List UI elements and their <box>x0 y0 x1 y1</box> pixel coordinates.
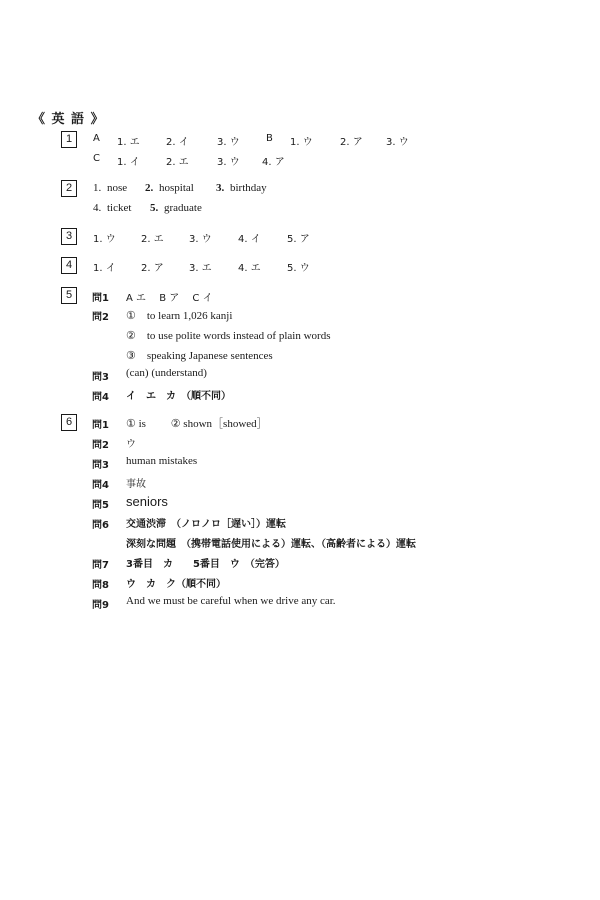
s1-b1: 1. ウ <box>290 137 313 148</box>
s5-q2-line2: ② to use polite words instead of plain words <box>126 330 331 342</box>
s6-q8-label: 問8 <box>92 580 109 591</box>
s2-n5: 5. <box>150 202 159 214</box>
s6-q8-answer: ウ カ ク（順不同） <box>126 579 226 590</box>
s6-q1-label: 問1 <box>92 420 109 431</box>
s5-q4-label: 問4 <box>92 392 109 403</box>
s6-q9-label: 問9 <box>92 600 109 611</box>
s2-n1: 1. <box>93 182 102 194</box>
s6-q5-label: 問5 <box>92 500 109 511</box>
s2-a3: birthday <box>230 182 267 194</box>
s4-3: 3. エ <box>189 263 212 274</box>
s3-2: 2. エ <box>141 234 164 245</box>
s6-q6-line1: 交通渋滞 （ノロノロ［遅い］）運転 <box>126 519 286 530</box>
s5-q1-answer: A エ B ア C イ <box>126 293 213 304</box>
s5-q3-label: 問3 <box>92 372 109 383</box>
section-number-3: 3 <box>61 228 77 245</box>
s1-a-label: A <box>93 133 100 144</box>
s1-a2: 2. イ <box>166 137 189 148</box>
s1-c3: 3. ウ <box>217 157 240 168</box>
s6-q4-label: 問4 <box>92 480 109 491</box>
s1-c4: 4. ア <box>262 157 285 168</box>
s6-q3-label: 問3 <box>92 460 109 471</box>
s6-q2-answer: ウ <box>126 439 136 450</box>
page-title: 《 英 語 》 <box>32 112 105 127</box>
section-number-2: 2 <box>61 180 77 197</box>
s4-1: 1. イ <box>93 263 116 274</box>
s6-q9-answer: And we must be careful when we drive any car. <box>126 595 336 607</box>
s1-a3: 3. ウ <box>217 137 240 148</box>
section-number-5: 5 <box>61 287 77 304</box>
s6-q6-label: 問6 <box>92 520 109 531</box>
s1-c-label: C <box>93 153 100 164</box>
s2-n3: 3. <box>216 182 225 194</box>
s1-a1: 1. エ <box>117 137 140 148</box>
s2-a5: graduate <box>164 202 202 214</box>
s5-q2-label: 問2 <box>92 312 109 323</box>
s5-q2-line1: ① to learn 1,026 kanji <box>126 310 233 322</box>
s4-5: 5. ウ <box>287 263 310 274</box>
s6-q5-answer: seniors <box>126 494 168 509</box>
s6-q6-line2: 深刻な問題 （携帯電話使用による）運転、（高齢者による）運転 <box>126 539 416 550</box>
s5-q3-answer: (can) (understand) <box>126 367 207 379</box>
s5-q1-label: 問1 <box>92 293 109 304</box>
s2-n2: 2. <box>145 182 154 194</box>
s2-a4: ticket <box>107 202 132 214</box>
s6-q7-answer: 3番目 カ 5番目 ウ （完答） <box>126 559 285 570</box>
s1-c1: 1. イ <box>117 157 140 168</box>
s1-b-label: B <box>266 133 273 144</box>
section-number-1: 1 <box>61 131 77 148</box>
s5-q2-line3: ③ speaking Japanese sentences <box>126 350 273 362</box>
s2-a1: nose <box>107 182 128 194</box>
s5-q4-answer: イ エ カ （順不同） <box>126 391 231 402</box>
section-number-4: 4 <box>61 257 77 274</box>
s6-q1-answer: ① is ② shown［showed］ <box>126 418 268 430</box>
s4-2: 2. ア <box>141 263 164 274</box>
section-number-6: 6 <box>61 414 77 431</box>
s3-5: 5. ア <box>287 234 310 245</box>
s3-3: 3. ウ <box>189 234 212 245</box>
s1-c2: 2. エ <box>166 157 189 168</box>
s3-4: 4. イ <box>238 234 261 245</box>
s6-q7-label: 問7 <box>92 560 109 571</box>
s3-1: 1. ウ <box>93 234 116 245</box>
s6-q4-answer: 事故 <box>126 479 146 490</box>
s6-q2-label: 問2 <box>92 440 109 451</box>
s6-q3-answer: human mistakes <box>126 455 198 467</box>
s1-b2: 2. ア <box>340 137 363 148</box>
s2-n4: 4. <box>93 202 102 214</box>
s2-a2: hospital <box>159 182 194 194</box>
s4-4: 4. エ <box>238 263 261 274</box>
s1-b3: 3. ウ <box>386 137 409 148</box>
